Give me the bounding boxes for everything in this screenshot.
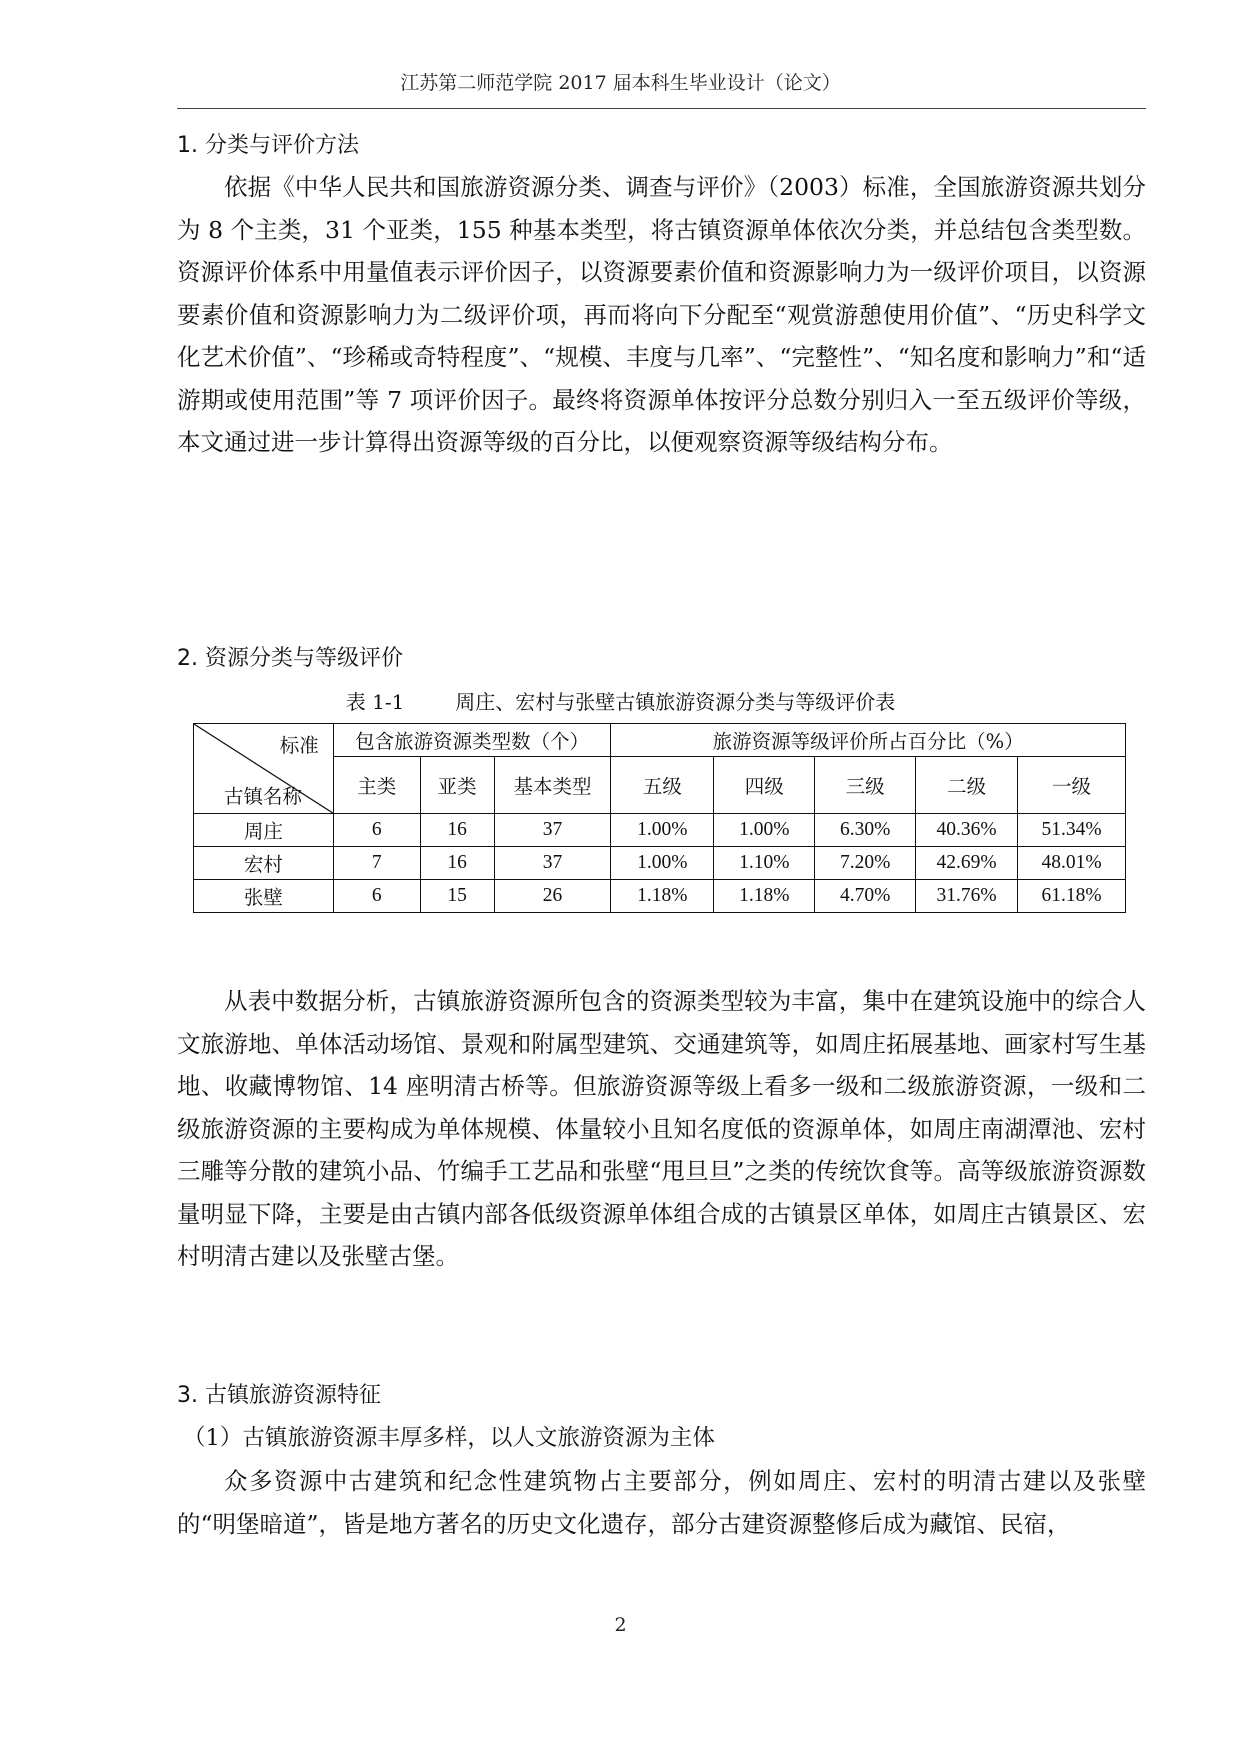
table-corner-cell bbox=[194, 724, 334, 814]
table-cell: 1.10% bbox=[714, 847, 815, 880]
section-1-heading: 1. 分类与评价方法 bbox=[177, 133, 359, 158]
table-cell: 1.00% bbox=[611, 847, 714, 880]
table-row bbox=[194, 880, 1126, 913]
table-caption bbox=[0, 686, 1241, 715]
table-cell: 42.69% bbox=[916, 847, 1018, 880]
table-cell: 1.18% bbox=[714, 880, 815, 913]
table-cell: 48.01% bbox=[1018, 847, 1126, 880]
table-cell: 7.20% bbox=[815, 847, 916, 880]
table-cell: 61.18% bbox=[1018, 880, 1126, 913]
row-label: 张壁 bbox=[194, 880, 334, 913]
col-header: 亚类 bbox=[420, 757, 494, 814]
table-cell: 37 bbox=[494, 847, 611, 880]
col-header: 主类 bbox=[333, 757, 420, 814]
table-cell: 6 bbox=[333, 880, 420, 913]
table-caption-label: 表 1-1 bbox=[345, 690, 405, 714]
col-header: 四级 bbox=[714, 757, 815, 814]
row-label: 宏村 bbox=[194, 847, 334, 880]
table-cell: 16 bbox=[420, 814, 494, 847]
row-label: 周庄 bbox=[194, 814, 334, 847]
table-row bbox=[194, 814, 1126, 847]
section-3-heading: 3. 古镇旅游资源特征 bbox=[177, 1383, 381, 1408]
section-3-subheading: （1）古镇旅游资源丰厚多样，以人文旅游资源为主体 bbox=[183, 1425, 715, 1451]
col-header: 三级 bbox=[815, 757, 916, 814]
group-header-type-count: 包含旅游资源类型数（个） bbox=[333, 724, 611, 757]
col-header: 一级 bbox=[1018, 757, 1126, 814]
table-cell: 26 bbox=[494, 880, 611, 913]
corner-label-town: 古镇名称 bbox=[224, 785, 303, 808]
table-cell: 15 bbox=[420, 880, 494, 913]
section-1-paragraph: 依据《中华人民共和国旅游资源分类、调查与评价》（2003）标准，全国旅游资源共划分为 8 个主类，31 个亚类，155 种基本类型，将古镇资源单体依次分类，并总结包含类型数。资源评价体系中用量值表示评价因子，以资源要素价值和资源影响力为一级评价项目，以资源要素价值和资源影响力为二级评价项，再而将向下分配至“观赏游憩使用价值”、“历史科学文化艺术价值”、“珍稀或奇特程度”、“规模、丰度与几率”、“完整性”、“知名度和影响力”和“适游期或使用范围”等 7 项评价因子。最终将资源单体按评分总数分别归入一至五级评价等级，本文通过进一步计算得出资源等级的百分比，以便观察资源等级结构分布。 bbox=[177, 173, 1146, 456]
section-2-heading: 2. 资源分类与等级评价 bbox=[177, 646, 403, 671]
table-cell: 37 bbox=[494, 814, 611, 847]
table-cell: 31.76% bbox=[916, 880, 1018, 913]
running-head: 江苏第二师范学院 2017 届本科生毕业设计（论文） bbox=[400, 72, 841, 94]
group-header-grade-percent: 旅游资源等级评价所占百分比（%） bbox=[611, 724, 1126, 757]
table-cell: 40.36% bbox=[916, 814, 1018, 847]
col-header: 二级 bbox=[916, 757, 1018, 814]
table-cell: 7 bbox=[333, 847, 420, 880]
col-header: 五级 bbox=[611, 757, 714, 814]
table-row bbox=[194, 847, 1126, 880]
section-3-paragraph: 众多资源中古建筑和纪念性建筑物占主要部分，例如周庄、宏村的明清古建以及张壁的“明堡暗道”，皆是地方著名的历史文化遗存，部分古建资源整修后成为藏馆、民宿， bbox=[177, 1467, 1146, 1538]
section-2-paragraph: 从表中数据分析，古镇旅游资源所包含的资源类型较为丰富，集中在建筑设施中的综合人文旅游地、单体活动场馆、景观和附属型建筑、交通建筑等，如周庄拓展基地、画家村写生基地、收藏博物馆、14 座明清古桥等。但旅游资源等级上看多一级和二级旅游资源，一级和二级旅游资源的主要构成为单体规模、体量较小且知名度低的资源单体，如周庄南湖潭池、宏村三雕等分散的建筑小品、竹编手工艺品和张壁“甩旦旦”之类的传统饮食等。高等级旅游资源数量明显下降，主要是由古镇内部各低级资源单体组合成的古镇景区单体，如周庄古镇景区、宏村明清古建以及张壁古堡。 bbox=[177, 987, 1146, 1270]
resource-table bbox=[193, 723, 1126, 913]
table-cell: 1.00% bbox=[714, 814, 815, 847]
table-cell: 4.70% bbox=[815, 880, 916, 913]
table-cell: 16 bbox=[420, 847, 494, 880]
table-cell: 51.34% bbox=[1018, 814, 1126, 847]
col-header: 基本类型 bbox=[494, 757, 611, 814]
table-cell: 1.00% bbox=[611, 814, 714, 847]
table-cell: 6.30% bbox=[815, 814, 916, 847]
corner-label-standard: 标准 bbox=[279, 734, 319, 757]
header-rule bbox=[177, 108, 1146, 109]
table-cell: 6 bbox=[333, 814, 420, 847]
table-cell: 1.18% bbox=[611, 880, 714, 913]
table-caption-title: 周庄、宏村与张壁古镇旅游资源分类与等级评价表 bbox=[455, 690, 896, 714]
page-number: 2 bbox=[614, 1614, 627, 1636]
